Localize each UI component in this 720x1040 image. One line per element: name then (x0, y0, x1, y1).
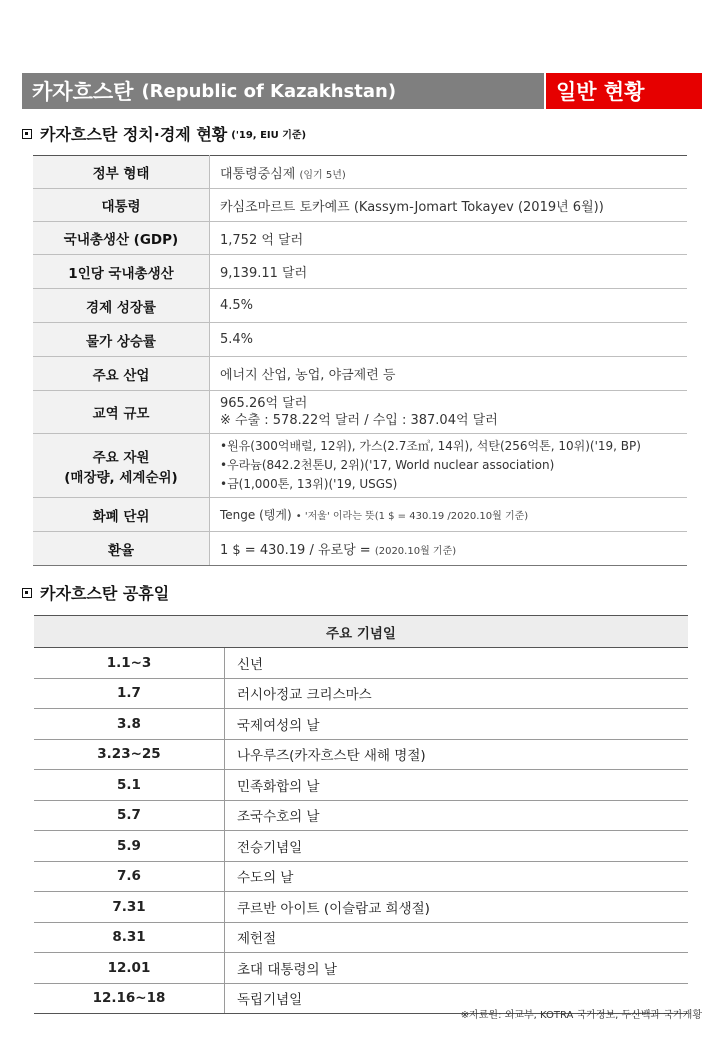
rate-value: 1 $ = 430.19 / 유로당 = (220, 543, 371, 558)
currency-note: • '저울' 이라는 뜻(1 $ = 430.19 /2020.10월 기준) (295, 511, 529, 522)
page-header (22, 73, 702, 109)
square-bullet-icon (22, 129, 32, 139)
holiday-date: 5.9 (34, 831, 225, 862)
table-row (33, 434, 687, 498)
table-row (34, 831, 688, 862)
table-row (34, 678, 688, 709)
holiday-name: 러시아정교 크리스마스 (225, 678, 689, 709)
table-row (33, 156, 687, 189)
section-politics-economy-title (22, 122, 306, 145)
holiday-name: 쿠르반 아이트 (이슬람교 희생절) (225, 892, 689, 923)
resources-label: 주요 자원 (92, 449, 150, 466)
resources-line: •원유(300억배럴, 12위), 가스(2.7조㎥, 14위), 석탄(256억톤, 10위)('19, BP) (220, 439, 641, 453)
industry-value: 에너지 산업, 농업, 야금제련 등 (210, 357, 688, 391)
table-row (34, 648, 688, 679)
resources-line: •우라늄(842.2천톤U, 2위)('17, World nuclear association) (220, 458, 555, 472)
holiday-date: 3.23~25 (34, 739, 225, 770)
trade-detail: ※ 수출 : 578.22억 달러 / 수입 : 387.04억 달러 (220, 413, 498, 428)
row-label: 대통령 (33, 189, 210, 222)
table-row (33, 357, 687, 391)
inflation-value: 5.4% (210, 323, 688, 357)
source-note: ※자료원: 외교부, KOTRA 국가정보, 두산백과 국가개황 (460, 1010, 702, 1021)
table-row (33, 222, 687, 255)
holiday-name: 수도의 날 (225, 861, 689, 892)
row-label: 정부 형태 (33, 156, 210, 189)
holiday-name: 전승기념일 (225, 831, 689, 862)
gdppc-value: 9,139.11 달러 (210, 255, 688, 289)
table-row (33, 189, 687, 222)
header-badge: 일반 현황 (544, 73, 702, 109)
row-value (210, 156, 688, 189)
row-label (33, 434, 210, 498)
holiday-name: 제헌절 (225, 922, 689, 953)
resources-line: •금(1,000톤, 13위)('19, USGS) (220, 477, 398, 491)
currency-value: Tenge (텡게) (220, 508, 292, 522)
table-row (33, 323, 687, 357)
square-bullet-icon (22, 588, 32, 598)
header-title-kr: 카자흐스탄 (32, 80, 134, 104)
section1-title-text: 카자흐스탄 정치·경제 현황 (40, 125, 228, 144)
holiday-name: 민족화합의 날 (225, 770, 689, 801)
holidays-header: 주요 기념일 (34, 616, 688, 648)
holidays-table (34, 615, 688, 1014)
table-row (34, 892, 688, 923)
table-row (33, 255, 687, 289)
holidays-header-row (34, 616, 688, 648)
rate-value-cell (210, 532, 688, 566)
resources-label-sub: (매장량, 세계순위) (64, 469, 178, 486)
row-label: 국내총생산 (GDP) (33, 222, 210, 255)
resources-value-cell (210, 434, 688, 498)
header-title-block (22, 73, 544, 109)
table-row (33, 498, 687, 532)
section-holidays-title (22, 581, 169, 604)
holiday-name: 신년 (225, 648, 689, 679)
table-row (34, 953, 688, 984)
row-label: 경제 성장률 (33, 289, 210, 323)
table-row (33, 391, 687, 434)
holiday-name: 독립기념일 (225, 983, 689, 1014)
holiday-name: 초대 대통령의 날 (225, 953, 689, 984)
table-row (34, 709, 688, 740)
gov-note: (임기 5년) (299, 169, 346, 181)
holiday-name: 국제여성의 날 (225, 709, 689, 740)
holiday-date: 3.8 (34, 709, 225, 740)
row-label: 1인당 국내총생산 (33, 255, 210, 289)
table-row (33, 289, 687, 323)
row-label: 물가 상승률 (33, 323, 210, 357)
growth-value: 4.5% (210, 289, 688, 323)
holiday-name: 나우루즈(카자흐스탄 새해 명절) (225, 739, 689, 770)
holiday-date: 7.31 (34, 892, 225, 923)
holiday-date: 1.1~3 (34, 648, 225, 679)
holiday-name: 조국수호의 날 (225, 800, 689, 831)
row-label: 교역 규모 (33, 391, 210, 434)
row-label: 화폐 단위 (33, 498, 210, 532)
holiday-date: 5.7 (34, 800, 225, 831)
gdp-value: 1,752 억 달러 (210, 222, 688, 255)
rate-note: (2020.10월 기준) (374, 546, 457, 557)
holiday-date: 12.16~18 (34, 983, 225, 1014)
table-row (34, 770, 688, 801)
holiday-date: 1.7 (34, 678, 225, 709)
table-row (34, 739, 688, 770)
holiday-date: 8.31 (34, 922, 225, 953)
holiday-date: 12.01 (34, 953, 225, 984)
table-row (34, 922, 688, 953)
table-row (33, 532, 687, 566)
currency-value-cell (210, 498, 688, 532)
overview-table (33, 155, 687, 566)
row-label: 주요 산업 (33, 357, 210, 391)
president-value: 카심조마르트 토카예프 (Kassym-Jomart Tokayev (2019년 6월)) (210, 189, 688, 222)
row-label: 환율 (33, 532, 210, 566)
table-row (34, 800, 688, 831)
section2-title-text: 카자흐스탄 공휴일 (40, 584, 170, 603)
section1-subtitle: ('19, EIU 기준) (231, 130, 307, 141)
holiday-date: 7.6 (34, 861, 225, 892)
trade-value-cell (210, 391, 688, 434)
trade-value: 965.26억 달러 (220, 396, 308, 411)
table-row (34, 861, 688, 892)
header-title-en: (Republic of Kazakhstan) (141, 80, 397, 102)
gov-value: 대통령중심제 (220, 166, 296, 182)
holiday-date: 5.1 (34, 770, 225, 801)
